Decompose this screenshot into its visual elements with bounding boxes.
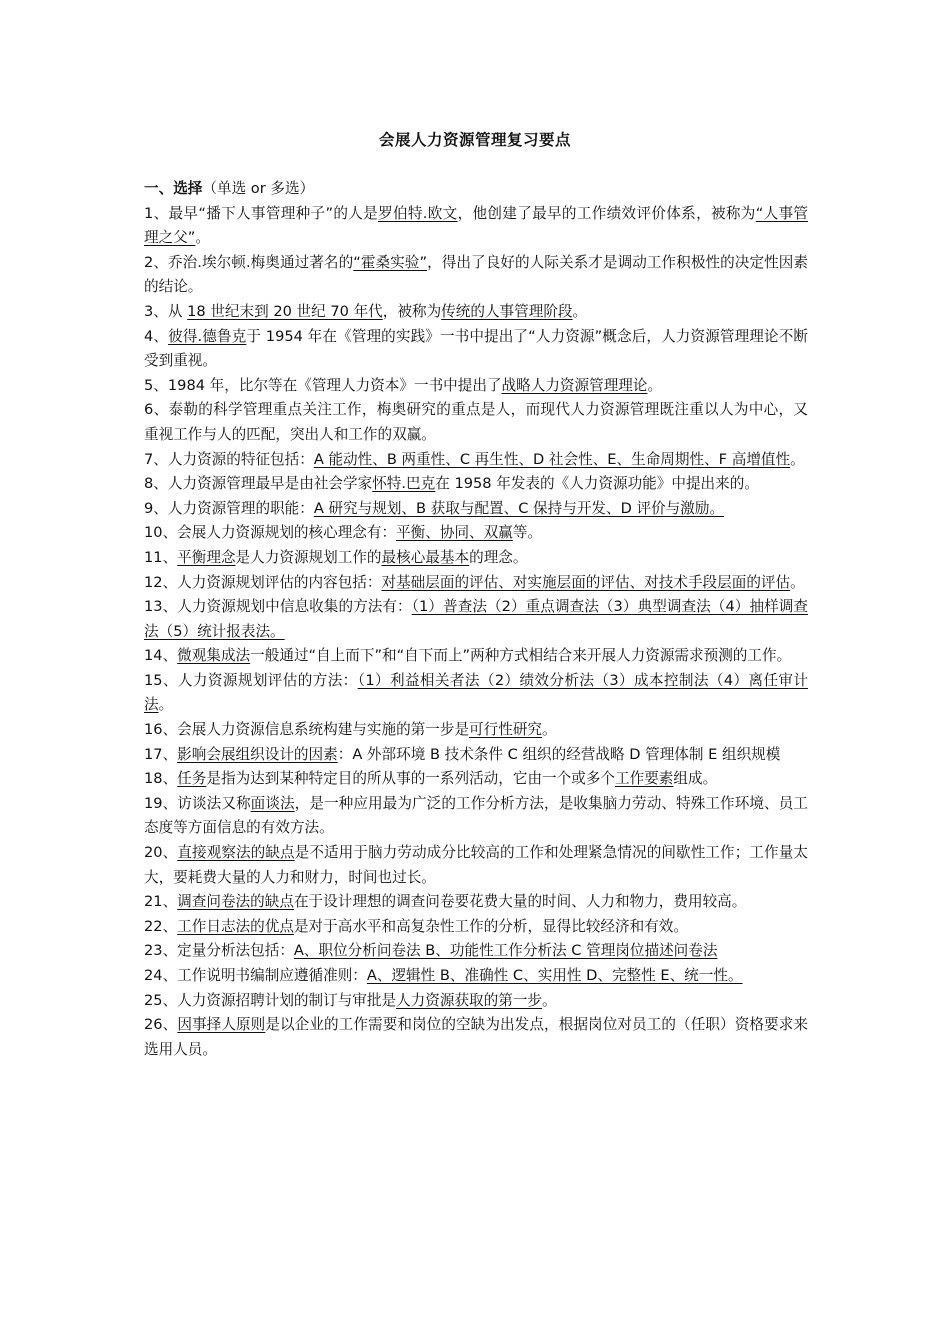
underlined-answer: A、逻辑性 B、准确性 C、实用性 D、完整性 E、统一性。	[366, 967, 743, 984]
item-text: 6、泰勒的科学管理重点关注工作，梅奥研究的重点是人，而现代人力资源管理既注重以人为中心，又重视工作与人的匹配，突出人和工作的双赢。	[144, 401, 808, 443]
list-item	[144, 939, 808, 964]
item-text: 16、会展人力资源信息系统构建与实施的第一步是	[144, 721, 470, 739]
item-text: ，他创建了最早的工作绩效评价体系，被称为	[457, 204, 756, 222]
item-text: 。	[542, 721, 557, 739]
item-text: 3、从	[144, 302, 188, 320]
item-text: 在 1958 年发表的《人力资源功能》中提出来的。	[435, 475, 759, 493]
item-text: 。	[790, 573, 805, 591]
list-item	[144, 595, 808, 644]
item-text: 。	[572, 302, 588, 320]
item-text: 5、1984 年，比尔等在《管理人力资本》一书中提出了	[144, 376, 502, 394]
underlined-answer: 面谈法	[250, 794, 295, 812]
underlined-answer: 人力资源获取的第一步	[396, 991, 543, 1009]
list-item	[144, 546, 808, 571]
item-text: 14、	[144, 647, 178, 665]
item-text: ：A 外部环境 B 技术条件 C 组织的经营战略 D 管理体制 E 组织规模	[337, 745, 781, 763]
underlined-answer: 平衡、协同、双赢	[396, 524, 513, 542]
item-text: 23、定量分析法包括：	[144, 942, 294, 960]
underlined-answer: （1）普查法（2）重点调查法（3）典型调查法（4）抽样调查法（5）统计报表法。	[144, 598, 808, 640]
item-text: 25、人力资源招聘计划的制订与审批是	[144, 991, 397, 1009]
underlined-answer: A 能动性、B 两重性、C 再生性、D 社会性、E、生命周期性、F 高增值性	[313, 450, 791, 468]
section-heading-label: 一、选择	[144, 180, 203, 197]
list-item	[144, 251, 808, 300]
underlined-answer: 可行性研究	[469, 721, 543, 739]
item-text: 。	[790, 450, 805, 468]
list-item	[144, 989, 808, 1014]
item-text: 。	[647, 376, 663, 394]
item-text: 15、人力资源规划评估的方法：	[144, 671, 358, 689]
item-text: 9、人力资源管理的职能：	[144, 499, 314, 517]
list-item	[144, 374, 808, 399]
list-item	[144, 792, 808, 841]
underlined-answer: 平衡理念	[177, 548, 236, 566]
underlined-answer: 工作要素	[615, 770, 674, 788]
list-item	[144, 1013, 808, 1062]
underlined-answer: 18 世纪末到 20 世纪 70 年代	[187, 302, 383, 320]
list-item	[144, 571, 808, 596]
underlined-answer: 战略人力资源管理理论	[501, 376, 648, 394]
list-item	[144, 325, 808, 374]
underlined-answer: A、职位分析问卷法 B、功能性工作分析法 C 管理岗位描述问卷法	[293, 942, 718, 960]
item-text: 10、会展人力资源规划的核心理念有：	[144, 524, 397, 542]
underlined-answer: “人事管理之父”	[144, 204, 809, 247]
item-text: 11、	[144, 548, 178, 566]
list-item	[144, 300, 808, 325]
item-text: 在于设计理想的调查问卷要花费大量的时间、人力和物力，费用较高。	[293, 893, 747, 911]
item-text: 是人力资源规划工作的	[235, 548, 382, 566]
item-text: 4、	[144, 327, 169, 345]
list-item	[144, 497, 808, 522]
item-text: ，是一种应用最为广泛的工作分析方法，是收集脑力劳动、特殊工作环境、员工态度等方面信息的有效方法。	[144, 794, 808, 837]
item-text: 。	[542, 991, 557, 1009]
underlined-answer: 因事择人原则	[177, 1016, 266, 1034]
underlined-answer: 罗伯特.欧文	[378, 204, 458, 222]
item-text: 22、	[144, 917, 178, 935]
underlined-answer: 最核心最基本	[381, 548, 470, 566]
list-item	[144, 841, 808, 890]
item-text: 2、乔治.埃尔顿.梅奥通过著名的	[144, 253, 354, 271]
item-text: 是不适用于脑力劳动成分比较高的工作和处理紧急情况的间歇性工作；工作量太大，要耗费大量的人力和财力，时间也过长。	[144, 844, 808, 886]
item-text: 组成。	[673, 770, 718, 788]
item-text: 是指为达到某种特定目的所从事的一系列活动，它由一个或多个	[206, 770, 616, 788]
question-list	[144, 202, 808, 1063]
list-item	[144, 767, 808, 792]
item-text: 18、	[144, 770, 178, 788]
list-item	[144, 472, 808, 497]
list-item	[144, 915, 808, 940]
list-item	[144, 718, 808, 743]
list-item	[144, 448, 808, 473]
list-item	[144, 890, 808, 915]
list-item	[144, 398, 808, 447]
item-text: ，被称为	[382, 302, 442, 320]
list-item	[144, 743, 808, 768]
document-body	[144, 177, 808, 1062]
item-text: 24、工作说明书编制应遵循准则：	[144, 967, 367, 984]
underlined-answer: 对基础层面的评估、对实施层面的评估、对技术手段层面的评估	[381, 573, 791, 591]
item-text: 13、人力资源规划中信息收集的方法有：	[144, 598, 412, 616]
item-text: 26、	[144, 1016, 178, 1034]
item-text: 于 1954 年在《管理的实践》一书中提出了“人力资源”概念后，人力资源管理理论不断受到重视。	[144, 327, 808, 370]
underlined-answer: 传统的人事管理阶段	[441, 302, 573, 320]
item-text: 是以企业的工作需要和岗位的空缺为出发点，根据岗位对员工的（任职）资格要求来选用人员。	[144, 1016, 808, 1058]
item-text: 20、	[144, 844, 178, 862]
item-text: 1、最早“播下人事管理种子”的人是	[144, 204, 379, 222]
list-item	[144, 644, 808, 669]
underlined-answer: 微观集成法	[177, 647, 251, 665]
item-text: 的理念。	[469, 548, 528, 566]
section-heading-note: （单选 or 多选）	[202, 180, 315, 197]
underlined-answer: 工作日志法的优点	[177, 917, 294, 935]
item-text: 一般通过“自上而下”和“自下而上”两种方式相结合来开展人力资源需求预测的工作。	[250, 647, 792, 665]
underlined-answer: （1）利益相关者法（2）绩效分析法（3）成本控制法（4）离任审计法	[144, 671, 808, 714]
underlined-answer: 任务	[177, 770, 207, 788]
document-title: 会展人力资源管理复习要点	[378, 131, 571, 149]
section-heading	[144, 177, 808, 202]
underlined-answer: 彼得.德鲁克	[168, 327, 247, 345]
item-text: 21、	[144, 893, 178, 911]
underlined-answer: 影响会展组织设计的因素	[177, 745, 338, 763]
underlined-answer: A 研究与规划、B 获取与配置、C 保持与开发、D 评价与激励。	[313, 499, 725, 517]
item-text: 17、	[144, 745, 178, 763]
item-text: 19、访谈法又称	[144, 794, 251, 812]
underlined-answer: 调查问卷法的缺点	[177, 893, 294, 911]
item-text: 等。	[512, 524, 543, 542]
item-text: 。	[195, 229, 210, 247]
underlined-answer: 怀特.巴克	[372, 475, 436, 493]
underlined-answer: 直接观察法的缺点	[177, 844, 295, 862]
list-item	[144, 964, 808, 989]
item-text: 8、人力资源管理最早是由社会学家	[144, 475, 373, 493]
list-item	[144, 202, 808, 251]
list-item	[144, 669, 808, 718]
item-text: 。	[158, 696, 174, 714]
item-text: 12、人力资源规划评估的内容包括：	[144, 573, 382, 591]
underlined-answer: “霍桑实验”	[353, 253, 428, 271]
item-text: 7、人力资源的特征包括：	[144, 450, 314, 468]
item-text: ，得出了良好的人际关系才是调动工作积极性的决定性因素的结论。	[144, 253, 808, 296]
list-item	[144, 521, 808, 546]
item-text: 是对于高水平和高复杂性工作的分析，显得比较经济和有效。	[293, 917, 688, 935]
